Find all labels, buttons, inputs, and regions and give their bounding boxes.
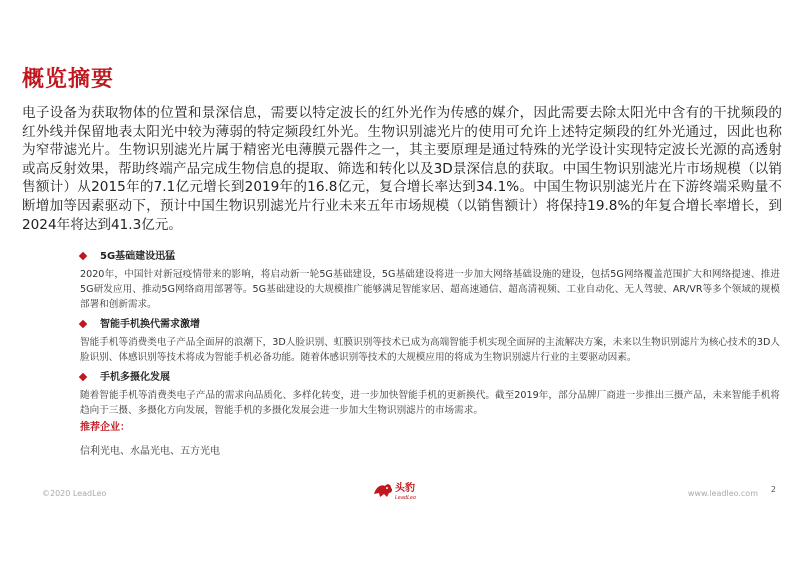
footer-website: www.leadleo.com (687, 489, 758, 498)
driver-list (80, 246, 780, 459)
summary-paragraph: 电子设备为获取物体的位置和景深信息，需要以特定波长的红外光作为传感的媒介，因此需要去除太阳光中含有的干扰频段的红外线并保留地表太阳光中较为薄弱的特定频段红外光。生物识别滤光片的使用可允许上述特定频段的红外光通过，因此也称为窄带滤光片。生物识别滤光片属于精密光电薄膜元器件之一，其主要原理是通过特殊的光学设计实现特定波长光源的高透射或高反射效果，帮助终端产品完成生物信息的提取、筛选和转化以及3D景深信息的获取。中国生物识别滤光片市场规模（以销售额计）从2015年的7.1亿元增长到2019年的16.8亿元，复合增长率达到34.1%。中国生物识别滤光片在下游终端采购量不断增加等因素驱动下，预计中国生物识别滤光片行业未来五年市场规模（以销售额计）将保持19.8%的年复合增长率增长，到2024年将达到41.3亿元。 (22, 105, 782, 233)
section-body-multicamera: 随着智能手机等消费类电子产品的需求向品质化、多样化转变，进一步加快智能手机的更新换代。截至2019年，部分品牌厂商进一步推出三摄产品，未来智能手机将趋向于三摄、多摄化方向发展，智能手机的多摄化发展会进一步加大生物识别滤片的市场需求。 (80, 390, 780, 416)
diamond-bullet-icon (79, 373, 87, 381)
section-heading-text: 手机多摄化发展 (100, 371, 170, 383)
section-heading-smartphone (98, 314, 780, 334)
recommend-companies: 信利光电、水晶光电、五方光电 (80, 446, 220, 457)
page-number: 2 (770, 485, 776, 494)
recommend-label: 推荐企业： (80, 422, 130, 433)
section-body-smartphone: 智能手机等消费类电子产品全面屏的浪潮下，3D人脸识别、虹膜识别等技术已成为高端智能手机实现全面屏的主流解决方案，未来以生物识别滤片为核心技术的3D人脸识别、体感识别等技术将成为智能手机必备功能。随着体感识别等技术的大规模应用的将成为生物识别滤片行业的主要驱动因素。 (80, 337, 780, 363)
section-heading-text: 5G基础建设迅猛 (100, 250, 176, 262)
section-heading-multicamera (98, 367, 780, 387)
logo-subtext: LeadLeo (395, 495, 417, 501)
diamond-bullet-icon (79, 320, 87, 328)
section-heading-text: 智能手机换代需求激增 (100, 318, 200, 330)
section-body-5g: 2020年，中国针对新冠疫情带来的影响，将启动新一轮5G基础建设，5G基础建设将进一步加大网络基础设施的建设，包括5G网络覆盖范围扩大和网络提速、推进5G研发应用、推动5G网络商用部署等。5G基础建设的大规模推广能够满足智能家居、超高速通信、超高清视频、工业自动化、无人驾驶、AR/VR等多个领域的规模部署和创新需求。 (80, 269, 780, 310)
diamond-bullet-icon (79, 252, 87, 260)
section-heading-5g (98, 246, 780, 266)
footer-copyright: ©2020 LeadLeo (42, 489, 107, 498)
page-title: 概览摘要 (22, 67, 115, 92)
leadleo-logo (372, 478, 432, 502)
logo-text: 头豹 (395, 483, 415, 494)
